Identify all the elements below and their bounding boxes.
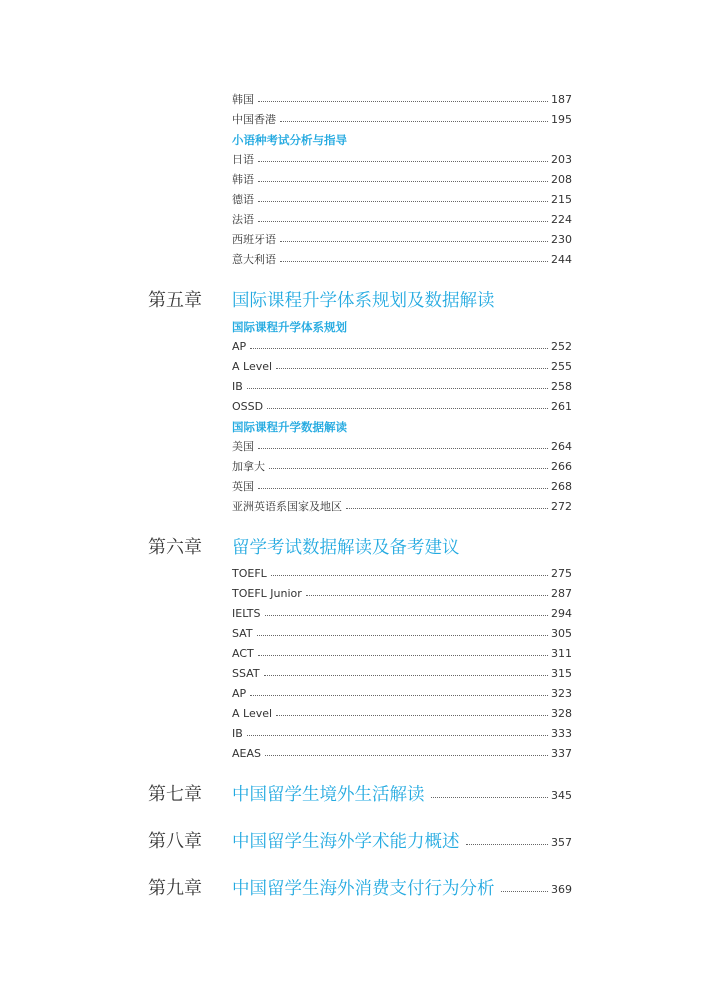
toc-entry-label: IELTS: [232, 607, 261, 620]
toc-entry[interactable]: [232, 500, 572, 514]
chapter-heading[interactable]: [148, 537, 572, 559]
chapter-title: 留学考试数据解读及备考建议: [232, 538, 460, 558]
chapter-title: 中国留学生海外消费支付行为分析: [232, 879, 495, 899]
toc-entry-label: IB: [232, 380, 243, 393]
toc-entry-label: 加拿大: [232, 460, 265, 473]
page-number: 252: [551, 340, 572, 353]
page-number: 266: [551, 460, 572, 473]
dot-leader: [276, 368, 548, 369]
page-number: 272: [551, 500, 572, 513]
toc-entry-label: TOEFL: [232, 567, 267, 580]
toc-entry-label: A Level: [232, 360, 273, 373]
toc-entry-label: 德语: [232, 193, 254, 206]
dot-leader: [264, 675, 548, 676]
chapter-title: 中国留学生海外学术能力概述: [232, 832, 460, 852]
dot-leader: [431, 797, 549, 798]
toc-entry-label: ACT: [232, 647, 254, 660]
dot-leader: [247, 735, 548, 736]
toc-entry-label: 意大利语: [232, 253, 276, 266]
toc-entry-label: 韩国: [232, 93, 254, 106]
dot-leader: [258, 655, 548, 656]
page-number: 258: [551, 380, 572, 393]
toc-entry-label: 亚洲英语系国家及地区: [232, 500, 342, 513]
dot-leader: [265, 615, 548, 616]
toc-entry[interactable]: [232, 340, 572, 354]
page-number: 333: [551, 727, 572, 740]
toc-entry[interactable]: [232, 213, 572, 227]
chapter-title-row: [232, 784, 572, 806]
chapter-heading[interactable]: [148, 290, 572, 312]
dot-leader: [267, 408, 548, 409]
dot-leader: [280, 121, 548, 122]
toc-entry-label: 韩语: [232, 173, 254, 186]
chapter-title: 中国留学生境外生活解读: [232, 785, 425, 805]
page-number: 294: [551, 607, 572, 620]
toc-entry-label: 日语: [232, 153, 254, 166]
toc-entry-label: 美国: [232, 440, 254, 453]
dot-leader: [271, 575, 548, 576]
chapter-title-row: [232, 878, 572, 900]
toc-entry[interactable]: [232, 93, 572, 107]
page-number: 275: [551, 567, 572, 580]
toc-entry[interactable]: [232, 400, 572, 414]
dot-leader: [258, 161, 548, 162]
dot-leader: [258, 201, 548, 202]
toc-entry-label: A Level: [232, 707, 273, 720]
dot-leader: [269, 468, 548, 469]
toc-entry[interactable]: [232, 233, 572, 247]
dot-leader: [258, 221, 548, 222]
toc-entry[interactable]: [232, 607, 572, 621]
section-subheading: 小语种考试分析与指导: [232, 133, 347, 147]
chapter-heading[interactable]: [148, 831, 572, 853]
toc-entry-label: AP: [232, 687, 247, 700]
dot-leader: [250, 348, 548, 349]
toc-entry-label: AP: [232, 340, 247, 353]
section-subheading: 国际课程升学数据解读: [232, 420, 347, 434]
page-number: 311: [551, 647, 572, 660]
chapter-heading[interactable]: [148, 784, 572, 806]
dot-leader: [250, 695, 548, 696]
chapter-title-row: [232, 290, 572, 312]
toc-entry-label: SAT: [232, 627, 253, 640]
toc-entry-label: SSAT: [232, 667, 260, 680]
page-number: 255: [551, 360, 572, 373]
dot-leader: [306, 595, 548, 596]
page-number: 328: [551, 707, 572, 720]
toc-entry[interactable]: [232, 587, 572, 601]
page-number: 261: [551, 400, 572, 413]
page-number: 369: [551, 882, 572, 896]
page-number: 215: [551, 193, 572, 206]
page-number: 357: [551, 835, 572, 849]
toc-entry[interactable]: [232, 460, 572, 474]
page-number: 287: [551, 587, 572, 600]
toc-entry[interactable]: [232, 747, 572, 761]
toc-entry[interactable]: [232, 360, 572, 374]
chapter-number: 第九章: [148, 878, 202, 899]
chapter-title: 国际课程升学体系规划及数据解读: [232, 291, 495, 311]
toc-entry[interactable]: [232, 727, 572, 741]
toc-entry-label: 英国: [232, 480, 254, 493]
toc-entry[interactable]: [232, 193, 572, 207]
toc-entry[interactable]: [232, 113, 572, 127]
toc-entry-label: IB: [232, 727, 243, 740]
dot-leader: [247, 388, 548, 389]
dot-leader: [280, 241, 548, 242]
toc-entry-label: TOEFL Junior: [232, 587, 302, 600]
page-number: 195: [551, 113, 572, 126]
page-number: 323: [551, 687, 572, 700]
page-number: 315: [551, 667, 572, 680]
toc-entry-label: OSSD: [232, 400, 264, 413]
page-number: 268: [551, 480, 572, 493]
chapter-number: 第五章: [148, 290, 202, 311]
toc-entry[interactable]: [232, 380, 572, 394]
dot-leader: [258, 448, 548, 449]
chapter-heading[interactable]: [148, 878, 572, 900]
toc-entry[interactable]: [232, 173, 572, 187]
page-number: 187: [551, 93, 572, 106]
chapter-title-row: [232, 537, 572, 559]
dot-leader: [501, 891, 549, 892]
page-number: 203: [551, 153, 572, 166]
page-number: 244: [551, 253, 572, 266]
toc-entry[interactable]: [232, 707, 572, 721]
dot-leader: [258, 101, 548, 102]
page-number: 345: [551, 788, 572, 802]
page-number: 337: [551, 747, 572, 760]
section-subheading: 国际课程升学体系规划: [232, 320, 347, 334]
toc-entry[interactable]: [232, 687, 572, 701]
dot-leader: [258, 181, 548, 182]
toc-entry[interactable]: [232, 480, 572, 494]
dot-leader: [257, 635, 548, 636]
chapter-number: 第七章: [148, 784, 202, 805]
toc-entry-label: 法语: [232, 213, 254, 226]
toc-entry-label: 西班牙语: [232, 233, 276, 246]
toc-entry[interactable]: [232, 253, 572, 267]
dot-leader: [258, 488, 548, 489]
dot-leader: [276, 715, 548, 716]
toc-entry[interactable]: [232, 567, 572, 581]
chapter-number: 第八章: [148, 831, 202, 852]
dot-leader: [265, 755, 548, 756]
page-number: 230: [551, 233, 572, 246]
toc-entry-label: AEAS: [232, 747, 261, 760]
dot-leader: [346, 508, 548, 509]
dot-leader: [466, 844, 549, 845]
toc-entry[interactable]: [232, 153, 572, 167]
page-number: 224: [551, 213, 572, 226]
toc-entry[interactable]: [232, 647, 572, 661]
page-number: 208: [551, 173, 572, 186]
chapter-number: 第六章: [148, 537, 202, 558]
page-number: 264: [551, 440, 572, 453]
chapter-title-row: [232, 831, 572, 853]
toc-entry-label: 中国香港: [232, 113, 276, 126]
toc-entry[interactable]: [232, 667, 572, 681]
dot-leader: [280, 261, 548, 262]
page-number: 305: [551, 627, 572, 640]
toc-entry[interactable]: [232, 440, 572, 454]
toc-entry[interactable]: [232, 627, 572, 641]
